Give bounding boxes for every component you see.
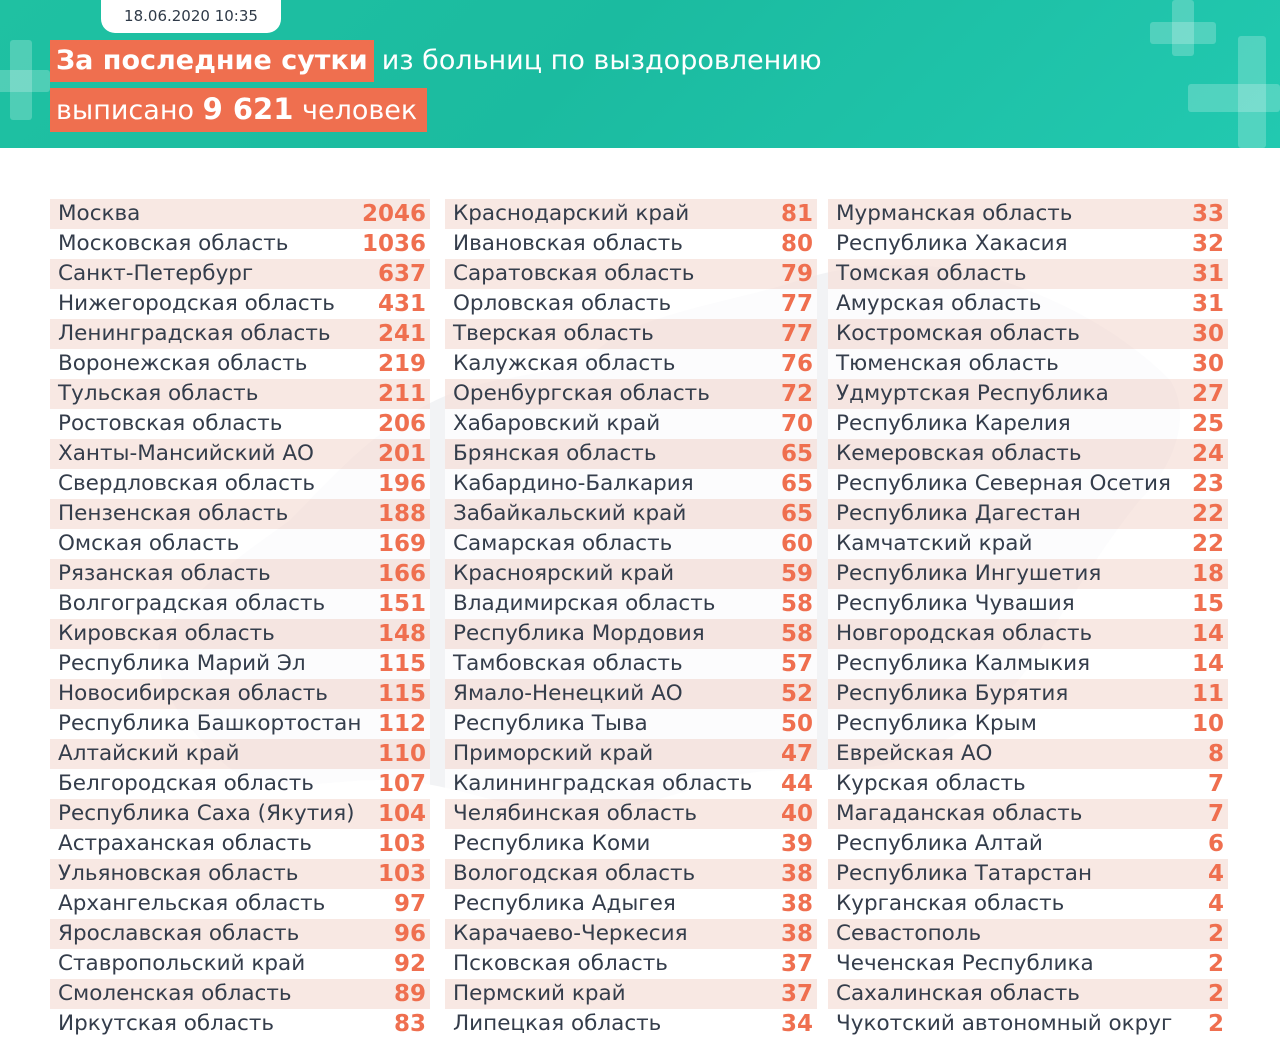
table-row [445,559,817,589]
table-row [828,469,1228,499]
table-row [445,679,817,709]
table-row [445,349,817,379]
table-row [50,829,430,859]
region-name: Республика Марий Эл [58,651,306,676]
discharged-count: 7 [1207,771,1224,797]
region-name: Республика Мордовия [453,621,705,646]
region-name: Ленинградская область [58,321,331,346]
table-row [445,319,817,349]
table-row [445,979,817,1009]
table-row [50,559,430,589]
table-row [50,349,430,379]
discharged-count: 22 [1191,531,1224,557]
discharged-count: 44 [780,771,813,797]
discharged-count: 77 [780,291,813,317]
table-row [50,949,430,979]
region-name: Республика Саха (Якутия) [58,801,355,826]
region-name: Ямало-Ненецкий АО [453,681,683,706]
discharged-count: 40 [780,801,813,827]
region-name: Республика Калмыкия [836,651,1091,676]
discharged-count: 97 [393,891,426,917]
table-row [828,499,1228,529]
table-row [828,829,1228,859]
discharged-count: 38 [780,921,813,947]
region-name: Республика Хакасия [836,231,1068,256]
region-name: Брянская область [453,441,657,466]
region-name: Новгородская область [836,621,1093,646]
discharged-count: 30 [1191,321,1224,347]
region-name: Кемеровская область [836,441,1082,466]
table-row [50,289,430,319]
region-name: Ставропольский край [58,951,306,976]
table-row [828,709,1228,739]
subtitle-suffix: человек [302,95,418,126]
table-row [828,259,1228,289]
discharged-count: 431 [377,291,426,317]
region-name: Ростовская область [58,411,283,436]
table-row [445,799,817,829]
discharged-count: 38 [780,861,813,887]
discharged-count: 14 [1191,651,1224,677]
region-name: Нижегородская область [58,291,335,316]
discharged-count: 39 [780,831,813,857]
region-column-1 [50,199,430,1039]
region-column-3 [828,199,1228,1039]
region-name: Орловская область [453,291,672,316]
region-name: Еврейская АО [836,741,993,766]
discharged-count: 33 [1191,201,1224,227]
table-row [445,1009,817,1039]
region-name: Липецкая область [453,1011,662,1036]
discharged-count: 65 [780,471,813,497]
discharged-count: 72 [780,381,813,407]
table-row [50,979,430,1009]
region-name: Смоленская область [58,981,292,1006]
region-name: Белгородская область [58,771,314,796]
discharged-count: 58 [780,591,813,617]
region-name: Саратовская область [453,261,695,286]
region-name: Оренбургская область [453,381,710,406]
discharged-count: 4 [1207,891,1224,917]
table-row [828,559,1228,589]
region-name: Вологодская область [453,861,696,886]
table-row [445,289,817,319]
table-row [445,199,817,229]
table-row [828,289,1228,319]
table-row [828,619,1228,649]
region-name: Тамбовская область [453,651,683,676]
discharged-count: 2 [1207,1011,1224,1037]
region-name: Томская область [836,261,1027,286]
date-stamp: 18.06.2020 10:35 [101,0,281,33]
region-name: Волгоградская область [58,591,326,616]
region-name: Псковская область [453,951,668,976]
discharged-count: 103 [377,831,426,857]
region-name: Тверская область [453,321,654,346]
table-row [50,529,430,559]
discharged-count: 169 [377,531,426,557]
table-row [445,769,817,799]
subtitle-box [50,88,427,132]
region-name: Амурская область [836,291,1042,316]
discharged-count: 15 [1191,591,1224,617]
table-row [445,259,817,289]
region-name: Приморский край [453,741,654,766]
table-row [50,439,430,469]
discharged-count: 79 [780,261,813,287]
region-name: Чукотский автономный округ [836,1011,1173,1036]
discharged-count: 34 [780,1011,813,1037]
region-name: Челябинская область [453,801,698,826]
page-title [50,40,822,82]
region-name: Республика Тыва [453,711,648,736]
title-highlight: За последние сутки [50,40,374,82]
discharged-count: 80 [780,231,813,257]
subtitle-prefix: выписано [56,95,194,126]
discharged-count: 77 [780,321,813,347]
region-name: Сахалинская область [836,981,1080,1006]
table-row [50,379,430,409]
table-row [828,319,1228,349]
discharged-count: 70 [780,411,813,437]
region-name: Костромская область [836,321,1080,346]
discharged-count: 2046 [361,201,426,227]
table-row [445,499,817,529]
region-name: Республика Адыгея [453,891,676,916]
page-subtitle [50,88,427,130]
discharged-count: 104 [377,801,426,827]
discharged-count: 31 [1191,261,1224,287]
table-row [445,229,817,259]
region-name: Санкт-Петербург [58,261,254,286]
discharged-count: 2 [1207,921,1224,947]
table-row [445,379,817,409]
region-name: Астраханская область [58,831,312,856]
discharged-count: 151 [377,591,426,617]
region-name: Республика Крым [836,711,1037,736]
region-name: Республика Коми [453,831,651,856]
table-row [50,649,430,679]
discharged-count: 47 [780,741,813,767]
region-name: Пензенская область [58,501,289,526]
region-name: Московская область [58,231,289,256]
table-row [445,829,817,859]
table-row [445,709,817,739]
plus-icon [1188,84,1280,112]
table-row [445,949,817,979]
table-row [828,859,1228,889]
discharged-count: 65 [780,501,813,527]
table-row [828,649,1228,679]
region-name: Владимирская область [453,591,716,616]
region-name: Ханты-Мансийский АО [58,441,314,466]
table-row [445,619,817,649]
table-row [828,919,1228,949]
table-row [50,859,430,889]
region-name: Республика Башкортостан [58,711,362,736]
region-name: Республика Северная Осетия [836,471,1171,496]
discharged-count: 1036 [361,231,426,257]
region-name: Удмуртская Республика [836,381,1109,406]
table-row [50,589,430,619]
region-name: Чеченская Республика [836,951,1094,976]
discharged-count: 107 [377,771,426,797]
table-row [50,319,430,349]
table-row [445,649,817,679]
table-row [445,919,817,949]
table-row [50,709,430,739]
discharged-count: 59 [780,561,813,587]
discharged-count: 37 [780,981,813,1007]
discharged-count: 2 [1207,981,1224,1007]
plus-icon [1172,0,1194,56]
table-row [445,889,817,919]
region-name: Пермский край [453,981,626,1006]
region-name: Кировская область [58,621,275,646]
region-name: Республика Дагестан [836,501,1081,526]
discharged-count: 96 [393,921,426,947]
discharged-count: 24 [1191,441,1224,467]
region-name: Тульская область [58,381,259,406]
discharged-count: 166 [377,561,426,587]
region-name: Республика Карелия [836,411,1071,436]
discharged-count: 38 [780,891,813,917]
discharged-count: 37 [780,951,813,977]
region-name: Кабардино-Балкария [453,471,694,496]
region-name: Республика Чувашия [836,591,1075,616]
region-name: Иркутская область [58,1011,275,1036]
discharged-count: 7 [1207,801,1224,827]
table-row [828,739,1228,769]
table-row [828,769,1228,799]
discharged-count: 31 [1191,291,1224,317]
discharged-count: 115 [377,681,426,707]
discharged-count: 206 [377,411,426,437]
discharged-count: 201 [377,441,426,467]
table-row [50,229,430,259]
region-name: Омская область [58,531,240,556]
discharged-count: 57 [780,651,813,677]
region-name: Республика Ингушетия [836,561,1102,586]
region-name: Севастополь [836,921,982,946]
discharged-count: 4 [1207,861,1224,887]
discharged-count: 6 [1207,831,1224,857]
table-row [50,739,430,769]
region-name: Новосибирская область [58,681,328,706]
table-row [50,619,430,649]
discharged-count: 103 [377,861,426,887]
table-row [828,1009,1228,1039]
table-row [828,349,1228,379]
table-row [50,1009,430,1039]
discharged-count: 219 [377,351,426,377]
table-row [445,469,817,499]
discharged-count: 188 [377,501,426,527]
discharged-count: 112 [377,711,426,737]
table-row [50,199,430,229]
table-row [445,439,817,469]
discharged-count: 30 [1191,351,1224,377]
discharged-count: 50 [780,711,813,737]
region-column-2 [445,199,817,1039]
region-name: Москва [58,201,141,226]
table-row [828,589,1228,619]
region-name: Тюменская область [836,351,1059,376]
table-row [50,469,430,499]
region-name: Рязанская область [58,561,271,586]
table-row [50,259,430,289]
discharged-count: 22 [1191,501,1224,527]
table-row [50,409,430,439]
discharged-count: 60 [780,531,813,557]
region-name: Магаданская область [836,801,1083,826]
discharged-count: 65 [780,441,813,467]
discharged-count: 92 [393,951,426,977]
region-name: Красноярский край [453,561,675,586]
region-name: Калининградская область [453,771,753,796]
discharged-count: 110 [377,741,426,767]
table-row [50,769,430,799]
table-row [828,799,1228,829]
discharged-count: 23 [1191,471,1224,497]
discharged-count: 76 [780,351,813,377]
table-row [50,679,430,709]
discharged-count: 241 [377,321,426,347]
region-name: Свердловская область [58,471,316,496]
discharged-count: 89 [393,981,426,1007]
region-name: Краснодарский край [453,201,690,226]
region-name: Республика Бурятия [836,681,1069,706]
discharged-count: 10 [1191,711,1224,737]
discharged-count: 11 [1191,681,1224,707]
table-row [50,499,430,529]
region-name: Курская область [836,771,1026,796]
discharged-count: 211 [377,381,426,407]
discharged-count: 637 [377,261,426,287]
table-row [445,529,817,559]
discharged-count: 115 [377,651,426,677]
table-row [828,679,1228,709]
discharged-count: 32 [1191,231,1224,257]
region-name: Курганская область [836,891,1065,916]
table-row [828,409,1228,439]
region-name: Республика Алтай [836,831,1043,856]
discharged-count: 52 [780,681,813,707]
discharged-count: 83 [393,1011,426,1037]
table-row [445,739,817,769]
table-row [828,979,1228,1009]
discharged-count: 81 [780,201,813,227]
region-name: Карачаево-Черкесия [453,921,688,946]
discharged-count: 18 [1191,561,1224,587]
table-row [50,889,430,919]
table-row [445,589,817,619]
region-name: Ивановская область [453,231,683,256]
region-name: Хабаровский край [453,411,661,436]
region-name: Воронежская область [58,351,308,376]
discharged-count: 27 [1191,381,1224,407]
discharged-count: 58 [780,621,813,647]
table-row [828,529,1228,559]
discharged-count: 14 [1191,621,1224,647]
table-row [828,229,1228,259]
plus-icon [10,40,32,120]
region-name: Ульяновская область [58,861,299,886]
region-name: Ярославская область [58,921,300,946]
discharged-count: 196 [377,471,426,497]
region-name: Забайкальский край [453,501,687,526]
region-name: Республика Татарстан [836,861,1092,886]
discharged-count: 8 [1207,741,1224,767]
region-name: Архангельская область [58,891,326,916]
table-row [828,199,1228,229]
discharged-count: 2 [1207,951,1224,977]
header-banner [0,0,1280,148]
title-rest: из больниц по выздоровлению [381,45,822,76]
region-name: Мурманская область [836,201,1073,226]
region-name: Калужская область [453,351,676,376]
plus-icon [1238,36,1266,148]
table-row [828,439,1228,469]
table-row [50,799,430,829]
subtitle-number: 9 621 [202,92,294,126]
table-row [828,949,1228,979]
table-row [445,409,817,439]
region-name: Самарская область [453,531,673,556]
discharged-count: 148 [377,621,426,647]
region-name: Камчатский край [836,531,1033,556]
discharged-count: 25 [1191,411,1224,437]
table-row [828,379,1228,409]
table-row [828,889,1228,919]
table-row [445,859,817,889]
region-name: Алтайский край [58,741,240,766]
table-row [50,919,430,949]
